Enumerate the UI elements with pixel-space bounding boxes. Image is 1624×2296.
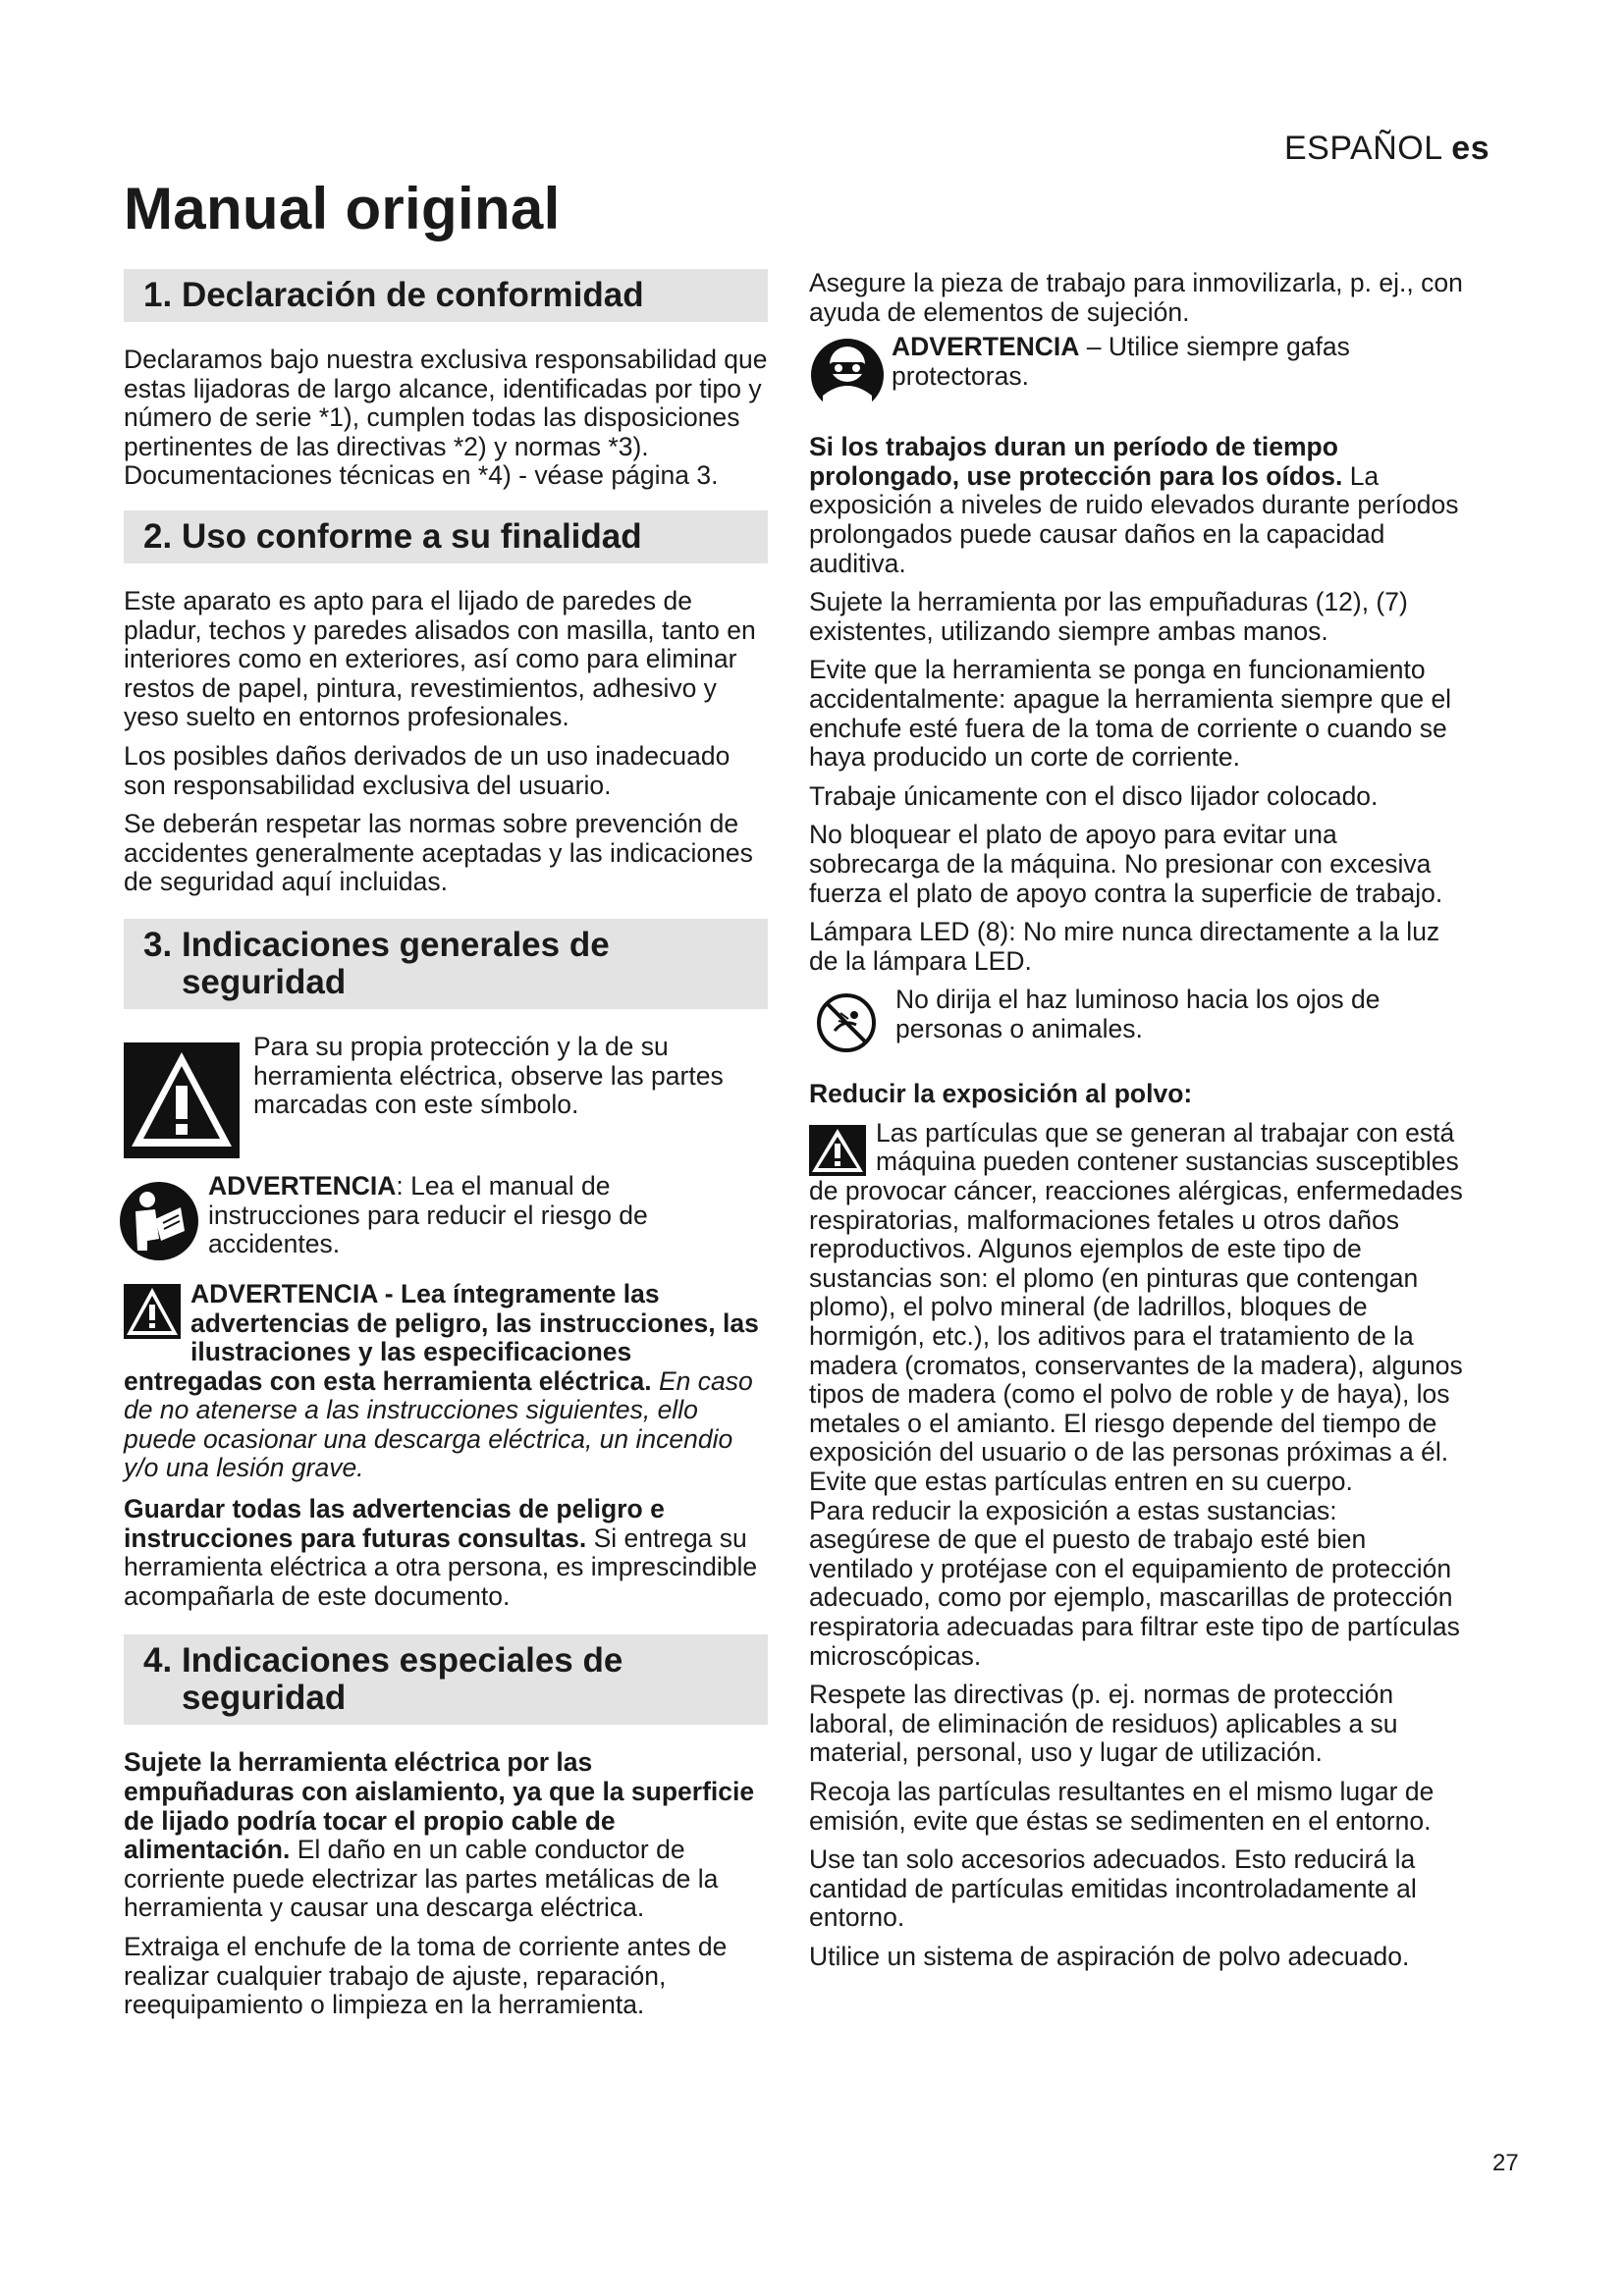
- section-heading-3: [124, 919, 768, 1009]
- section-number: 3.: [143, 925, 173, 964]
- paragraph: Este aparato es apto para el lijado de paredes de pladur, techos y paredes alisados con masilla, tanto en interiores como en exteriores, así como para eliminar restos de papel, pintura, revestimientos, adhesivo y yeso suelto en entornos profesionales.: [124, 585, 756, 732]
- paragraph: Utilice un sistema de aspiración de polvo adecuado.: [809, 1941, 1410, 1971]
- section-heading-2: [124, 510, 768, 563]
- paragraph: No dirija el haz luminoso hacia los ojos de personas o animales.: [895, 985, 1380, 1043]
- section-heading-1: [124, 269, 768, 322]
- paragraph: Evite que estas partículas entren en su cuerpo.: [809, 1467, 1353, 1496]
- section-heading-4: [124, 1634, 768, 1725]
- warning-text: : Lea el manual de instrucciones para reducir el riesgo de accidentes.: [208, 1170, 648, 1259]
- paragraph: Para reducir la exposición a estas sustancias: asegúrese de que el puesto de trabajo esté bien ventilado y protéjase con el equipamiento de protección adecuado, como por ejemplo, mascarillas de protección respiratoria adecuadas para filtrar este tipo de partículas microscópicas.: [809, 1495, 1460, 1671]
- paragraph: Evite que la herramienta se ponga en funcionamiento accidentalmente: apague la herramienta siempre que el enchufe esté fuera de la toma de corriente o cuando se haya producido un corte de corriente.: [809, 655, 1452, 773]
- warning-text: – Utilice siempre gafas protectoras.: [892, 332, 1350, 391]
- paragraph: Para su propia protección y la de su herramienta eléctrica, observe las partes marcadas con este símbolo.: [253, 1031, 724, 1120]
- paragraph: Declaramos bajo nuestra exclusiva responsabilidad que estas lijadoras de largo alcance, identificadas por tipo y número de serie *1), cumplen todas las disposiciones pertinentes de las directivas *2) y normas *3). Documentaciones técnicas en *4) - véase página 3.: [124, 345, 768, 491]
- section-title: Uso conforme a su finalidad: [181, 516, 642, 556]
- paragraph: Trabaje únicamente con el disco lijador colocado.: [809, 780, 1379, 811]
- bold-text: Guardar todas las advertencias de peligro e instrucciones para futuras consultas.: [124, 1494, 665, 1553]
- language-label: ESPAÑOL: [1284, 130, 1442, 167]
- paragraph: Asegure la pieza de trabajo para inmovilizarla, p. ej., con ayuda de elementos de sujeción.: [809, 268, 1463, 327]
- warning-label: ADVERTENCIA: [892, 332, 1080, 362]
- language-indicator: [1284, 130, 1489, 168]
- no-light-into-eyes-icon: [815, 991, 878, 1054]
- paragraph: No bloquear el plato de apoyo para evitar una sobrecarga de la máquina. No presionar con excesiva fuerza el plato de apoyo contra la superficie de trabajo.: [809, 820, 1443, 908]
- symbol-note: [124, 1033, 768, 1158]
- bold-text: ADVERTENCIA - Lea íntegramente las advertencias de peligro, las instrucciones, las ilustraciones y las especificaciones entregadas con esta herramienta eléctrica.: [124, 1278, 759, 1396]
- paragraph: Se deberán respetar las normas sobre prevención de accidentes generalmente aceptadas y las indicaciones de seguridad aquí incluidas.: [124, 809, 753, 897]
- warning-label: ADVERTENCIA: [208, 1170, 397, 1201]
- paragraph: Lámpara LED (8): No mire nunca directamente a la luz de la lámpara LED.: [809, 917, 1440, 976]
- subheading-dust: Reducir la exposición al polvo:: [809, 1079, 1193, 1109]
- general-warning-block: [124, 1280, 768, 1483]
- dust-warning-block: [809, 1119, 1465, 1468]
- section-title: Declaración de conformidad: [181, 276, 644, 314]
- warning-triangle-icon: [809, 1125, 866, 1176]
- paragraph: Los posibles daños derivados de un uso inadecuado son responsabilidad exclusiva del usuario.: [124, 740, 731, 800]
- section-title: Indicaciones especiales de seguridad: [181, 1641, 623, 1718]
- page-title: Manual original: [124, 176, 561, 241]
- paragraph-text: La exposición a niveles de ruido elevados durante períodos prolongados puede causar daños en la capacidad auditiva.: [809, 460, 1459, 578]
- bold-text: Sujete la herramienta eléctrica por las empuñaduras con aislamiento, ya que la superficie de lijado podría tocar el propio cable de alimentación.: [124, 1747, 755, 1865]
- led-note: [809, 986, 1465, 1054]
- paragraph: Extraiga el enchufe de la toma de corriente antes de realizar cualquier trabajo de ajuste, reparación, reequipamiento o limpieza en la herramienta.: [124, 1932, 728, 2020]
- section-number: 1.: [143, 276, 173, 314]
- paragraph: Use tan solo accesorios adecuados. Esto reducirá la cantidad de partículas emitidas incontroladamente al entorno.: [809, 1844, 1417, 1933]
- safety-goggles-icon: [809, 337, 886, 413]
- section-number: 4.: [143, 1641, 173, 1681]
- paragraph: Las partículas que se generan al trabajar con está máquina pueden contener sustancias susceptibles de provocar cáncer, reacciones alérgicas, enfermedades respiratorias, malformaciones fetales u otros daños reproductivos. Algunos ejemplos de este tipo de sustancias son: el plomo (en pinturas que contengan plomo), el polvo mineral (de ladrillos, bloques de hormigón, etc.), los aditivos para el tratamiento de la madera (cromatos, conservantes de la madera), algunos tipos de madera (como el polvo de roble y de haya), los metales o el amianto. El riesgo depende del tiempo de exposición del usuario o de las personas próximas a él.: [809, 1117, 1463, 1468]
- warning-triangle-icon: [124, 1284, 181, 1339]
- warning-triangle-icon: [124, 1042, 240, 1158]
- section-title: Indicaciones generales de seguridad: [181, 925, 610, 1001]
- paragraph-text: Si entrega su herramienta eléctrica a otra persona, es imprescindible acompañarla de este documento.: [124, 1522, 758, 1611]
- paragraph-text: El daño en un cable conductor de corriente puede electrizar las partes metálicas de la herramienta y causar una descarga eléctrica.: [124, 1835, 719, 1923]
- page-number: 27: [1492, 2150, 1519, 2176]
- language-code: es: [1451, 130, 1490, 167]
- right-column: [809, 269, 1465, 1982]
- section-number: 2.: [143, 516, 173, 556]
- paragraph: Respete las directivas (p. ej. normas de protección laboral, de eliminación de residuos) aplicables a su material, personal, uso y lugar de utilización.: [809, 1680, 1398, 1768]
- left-column: [124, 269, 768, 2030]
- italic-text: En caso de no atenerse a las instrucciones siguientes, ello puede ocasionar una descarga eléctrica, un incendio y/o una lesión grave.: [124, 1365, 753, 1483]
- goggles-note: [809, 333, 1465, 413]
- bold-text: Si los trabajos duran un período de tiempo prolongado, use protección para los oídos.: [809, 432, 1343, 491]
- read-manual-note: [124, 1172, 768, 1262]
- read-manual-icon: [118, 1180, 200, 1262]
- paragraph: Sujete la herramienta por las empuñaduras (12), (7) existentes, utilizando siempre ambas manos.: [809, 587, 1408, 646]
- paragraph: Recoja las partículas resultantes en el mismo lugar de emisión, evite que éstas se sedimenten en el entorno.: [809, 1776, 1435, 1836]
